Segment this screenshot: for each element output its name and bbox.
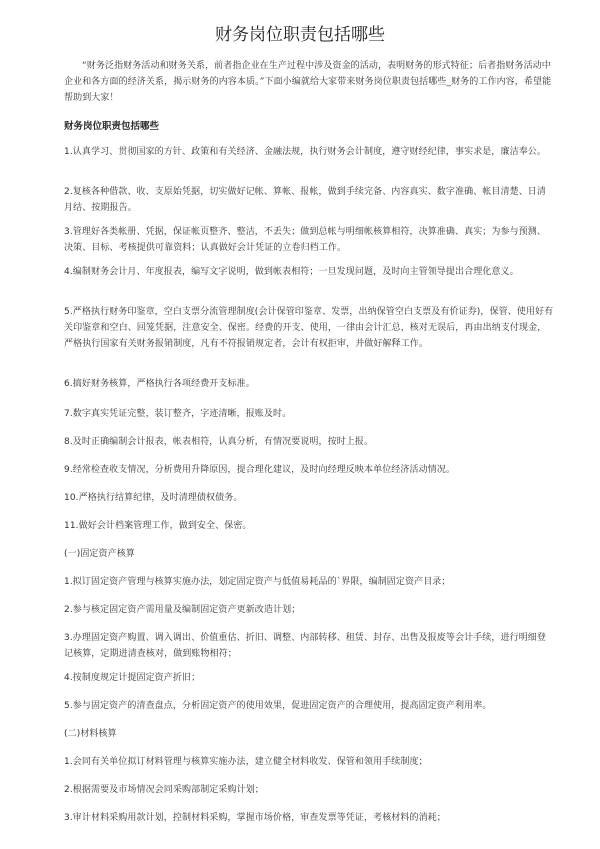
paragraph-duty-9: 9.经常检查收支情况，分析费用升降原因，提合理化建议，及时向经理反映本单位经济活动情况。 [64, 465, 455, 475]
paragraph-duty-11: 11.做好会计档案管理工作，做到安全、保密。 [64, 521, 252, 531]
document-title: 财务岗位职责包括哪些 [215, 25, 385, 45]
paragraph-duty-2: 2.复核各种借款、收、支原始凭据，切实做好记帐、算帐、报帐，做到手续完备、内容真实、数字准确、帐目清楚、日清月结、按期报告。 [64, 187, 546, 213]
paragraph-duty-10: 10.严格执行结算纪律，及时清理债权债务。 [64, 493, 243, 503]
paragraph-duty-5: 5.严格执行财务印鉴章，空白支票分流管理制度(会计保管印鉴章、发票，出纳保管空白支票及有价证券)，保管、使用好有关印鉴章和空白、回笼凭据，注意安全、保密。经费的开支、使用，一律由会计汇总，核对无误后，再由出纳支付现金，严格执行国家有关财务报销制度，凡有不符报销规定者，会计有权拒审，并做好解释工作。 [64, 307, 554, 349]
paragraph-fixed-assets-2: 2.参与核定固定资产需用量及编制固定资产更新改造计划； [64, 605, 301, 615]
paragraph-materials-2: 2.根据需要及市场情况会同采购部制定采购计划； [64, 785, 264, 795]
paragraph-fixed-assets-4: 4.按制度规定计提固定资产折旧； [64, 673, 201, 683]
paragraph-duty-6: 6.搞好财务核算，严格执行各项经费开支标准。 [64, 379, 255, 389]
paragraph-fixed-assets-1: 1.拟订固定资产管理与核算实施办法，划定固定资产与低值易耗品的`界限，编制固定资产目录； [64, 577, 451, 587]
paragraph-fixed-assets-3: 3.办理固定资产购置、调入调出、价值重估、折旧、调整、内部转移、租赁、封存、出售及报废等会计手续，进行明细登记核算，定期进清查核对，做到账物相符； [64, 633, 546, 659]
subsection-fixed-assets: (一)固定资产核算 [64, 549, 135, 559]
subsection-materials: (二)材料核算 [64, 729, 117, 739]
paragraph-duty-1: 1.认真学习、贯彻国家的方针、政策和有关经济、金融法规，执行财务会计制度，遵守财经纪律，事实求是，廉洁奉公。 [64, 147, 546, 157]
section-heading: 财务岗位职责包括哪些 [64, 121, 160, 132]
paragraph-materials-3: 3.审计材料采购用款计划，控制材料采购，掌握市场价格，审查发票等凭证，考核材料的消耗； [64, 813, 446, 823]
paragraph-fixed-assets-5: 5.参与固定资产的清查盘点，分析固定资产的使用效果，促进固定资产的合理使用，提高固定资产利用率。 [64, 701, 492, 711]
paragraph-duty-8: 8.及时正确编制会计报表，帐表相符，认真分析，有情况要说明，按时上报。 [64, 437, 374, 447]
paragraph-materials-1: 1.会同有关单位拟订材料管理与核算实施办法，建立健全材料收发、保管和领用手续制度； [64, 757, 428, 767]
paragraph-duty-7: 7.数字真实凭证完整，装订整齐，字迹清晰，报账及时。 [64, 409, 292, 419]
intro-paragraph: “财务泛指财务活动和财务关系，前者指企业在生产过程中涉及资金的活动，表明财务的形式特征；后者指财务活动中企业和各方面的经济关系，揭示财务的内容本质。”下面小编就给大家带来财务岗位职责包括哪些_财务的工作内容，希望能帮助到大家！ [64, 61, 552, 103]
paragraph-duty-3: 3.管理好各类帐册、凭据，保证帐页整齐、整洁，不丢失；做到总帐与明细帐核算相符，决算准确、真实；为参与预测、决策、目标、考核提供可靠资料；认真做好会计凭证的立卷归档工作。 [64, 227, 546, 253]
paragraph-duty-4: 4.编制财务会计月、年度报表，编写文字说明，做到帐表相符；一旦发现问题，及时向主管领导提出合理化意义。 [64, 267, 519, 277]
